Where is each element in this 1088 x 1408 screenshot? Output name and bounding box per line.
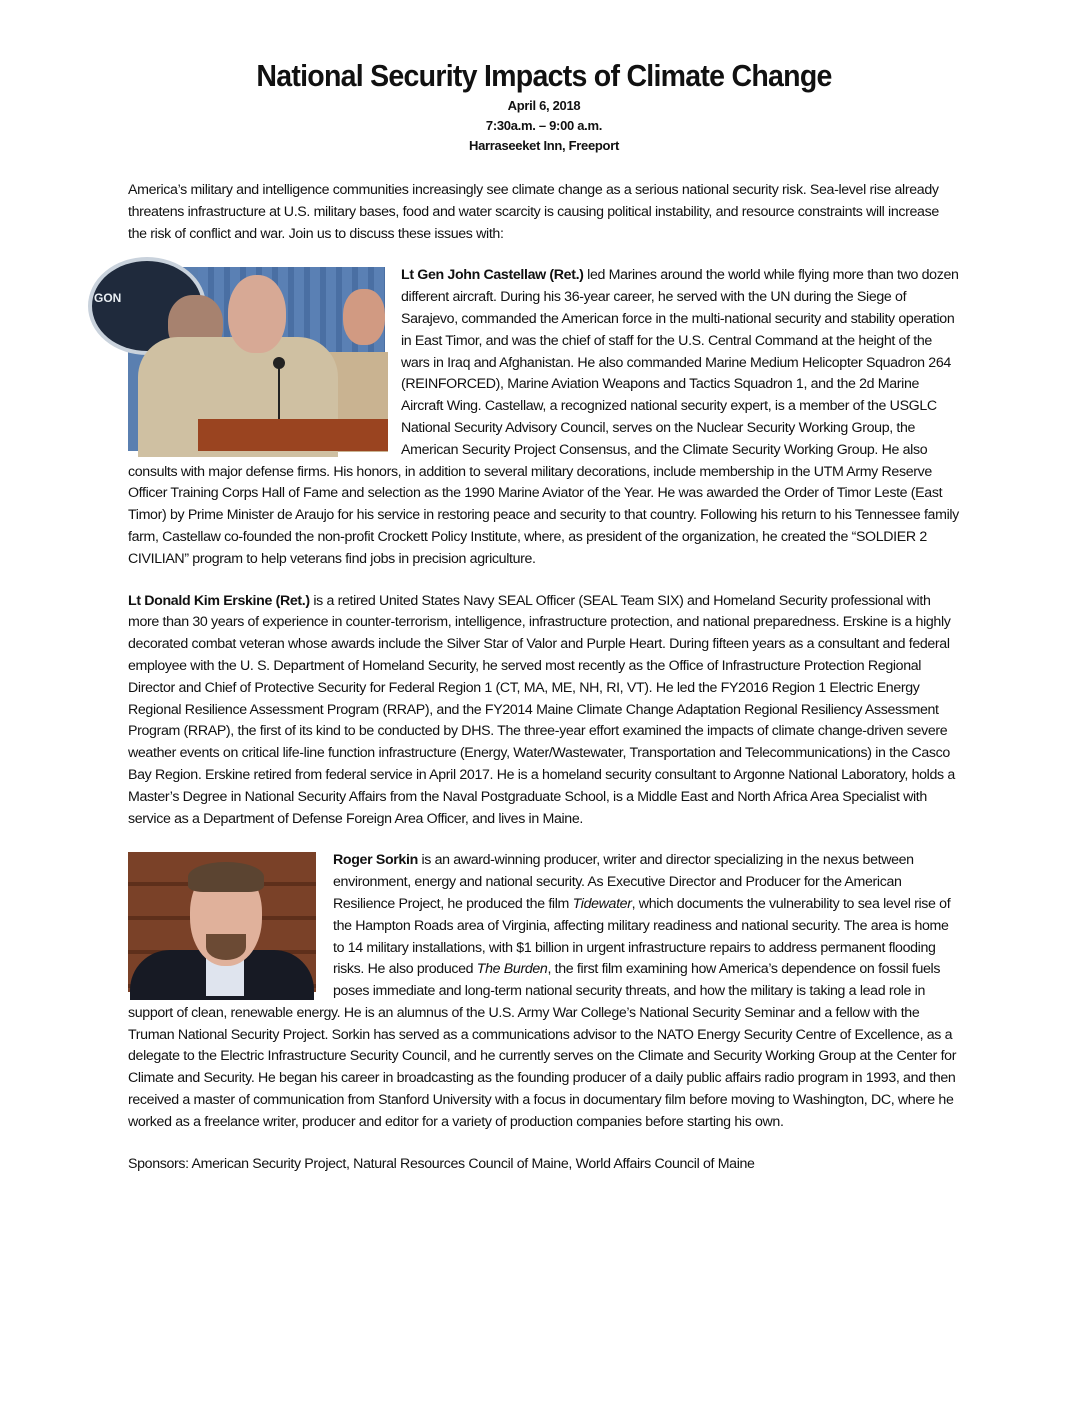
castellaw-bio-text: led Marines around the world while flying more than two dozen different aircraft. During his 36-year career, he served with the UN during the Siege of Sarajevo, commanded the American force in the multi-national security and stability operation in East Timor, and was the chief of staff for the U.S. Central Command at the height of the wars in Iraq and Afghanistan. He also commanded Marine Medium Helicopter Squadron 264 (REINFORCED), Marine Aviation Weapons and Tactics Squadron 1, and the 2d Marine Aircraft Wing. Castellaw, a recognized national security expert, is a member of the USGLC National Security Advisory Council, serves on the Nuclear Security Working Group, the American Security Project Consensus, and the Climate Security Working Group. He also consults with major defense firms. His honors, in addition to several military decorations, include membership in the UTM Army Reserve Officer Training Corps Hall of Fame and selection as the 1990 Marine Aviator of the Year. He was awarded the Order of Timor Leste (East Timor) by Prime Minister de Araujo for his service in restoring peace and security to that country. Following his return to his Tennessee family farm, Castellaw co-founded the non-profit Crockett Policy Institute, where, as president of the organization, he created the “SOLDIER 2 CIVILIAN” program to help veterans find jobs in precision agriculture. bbox=[128, 267, 959, 567]
sorkin-bio-text-2: , which documents the vulnerability to sea level rise of the Hampton Roads area of Virginia, affecting military readiness and national security. The area is home to 14 military installations, with $1 billion in urgent infrastructure repairs to address permanent flooding risks. He also produced bbox=[333, 895, 951, 978]
erskine-bio-text: is a retired United States Navy SEAL Officer (SEAL Team SIX) and Homeland Security professional with more than 30 years of experience in counter-terrorism, intelligence, infrastructure protection, and national preparedness. Erskine is a highly decorated combat veteran whose awards include the Silver Star of Valor and Purple Heart. During fifteen years as a consultant and federal employee with the U. S. Department of Homeland Security, he served most recently as the Office of Infrastructure Protection Regional Director and Chief of Protective Security for Federal Region 1 (CT, MA, ME, NH, RI, VT). He led the FY2016 Region 1 Electric Energy Regional Resilience Assessment Program (RRAP), and the FY2014 Maine Climate Change Adaptation Regional Resiliency Assessment Program (RRAP), the first of its kind to be conducted by DHS. The three-year effort examined the impacts of climate change-driven severe weather events on critical life-line function infrastructure (Energy, Water/Wastewater, Transportation and Telecommunications) in the Casco Bay Region. Erskine retired from federal service in April 2017. He is a homeland security consultant to Argonne National Laboratory, holds a Master’s Degree in National Security Affairs from the Naval Postgraduate School, is a Middle East and North Africa Area Specialist with service as a Department of Defense Foreign Area Officer, and lives in Maine. bbox=[128, 592, 955, 827]
hair bbox=[188, 862, 264, 892]
erskine-name: Lt Donald Kim Erskine (Ret.) bbox=[128, 592, 310, 609]
seal-text: GON bbox=[94, 291, 122, 306]
event-time: 7:30a.m. – 9:00 a.m. bbox=[485, 118, 603, 133]
erskine-bio bbox=[128, 591, 960, 831]
sorkin-bio-text-3: , the first film examining how America’s dependence on fossil fuels poses immediate and long-term national security threats, and how the military is taking a lead role in support of clean, renewable energy. He is an alumnus of the U.S. Army War College’s National Security Seminar and a fellow with the Truman National Security Project. Sorkin has served as a communications advisor to the NATO Energy Security Centre of Excellence, as a delegate to the Electric Infrastructure Security Council, and he currently serves on the Climate and Security Working Group at the Center for Climate and Security. He began his career in broadcasting as the founding producer of a daily public affairs radio program in 1993, and then received a master of communication from Stanford University with a focus in documentary film before moving to Washington, DC, where he worked as a freelance writer, producer and editor for a variety of production companies before starting his own. bbox=[128, 961, 957, 1130]
film-tidewater: Tidewater bbox=[572, 895, 632, 912]
event-date: April 6, 2018 bbox=[507, 98, 581, 113]
sorkin-name: Roger Sorkin bbox=[333, 852, 418, 869]
intro-paragraph: America’s military and intelligence communities increasingly see climate change as a serious national security risk. Sea-level rise already threatens infrastructure at U.S. military bases, food and water scarcity is causing political instability, and resource constraints will increase the risk of conflict and war. Join us to discuss these issues with: bbox=[128, 182, 939, 242]
speaker-castellaw bbox=[94, 265, 960, 570]
sponsors-line: Sponsors: American Security Project, Natural Resources Council of Maine, World Affairs Council of Maine bbox=[128, 1155, 755, 1172]
podium bbox=[198, 419, 388, 451]
sorkin-bio-text-1: is an award-winning producer, writer and director specializing in the nexus between environment, energy and national security. As Executive Director and Producer for the American Resilience Project, he produced the film bbox=[333, 852, 914, 912]
castellaw-name: Lt Gen John Castellaw (Ret.) bbox=[401, 267, 584, 284]
speaker-erskine bbox=[128, 591, 960, 831]
castellaw-photo bbox=[94, 267, 385, 451]
speaker-sorkin bbox=[128, 850, 960, 1133]
microphone-stand bbox=[278, 363, 280, 419]
speaker-head bbox=[228, 275, 286, 353]
event-location: Harraseeket Inn, Freeport bbox=[468, 138, 619, 153]
sorkin-photo bbox=[128, 852, 316, 992]
film-the-burden: The Burden bbox=[476, 961, 548, 978]
right-person-head bbox=[343, 289, 385, 345]
document-title: National Security Impacts of Climate Change bbox=[256, 58, 832, 93]
document-page bbox=[94, 52, 960, 1175]
